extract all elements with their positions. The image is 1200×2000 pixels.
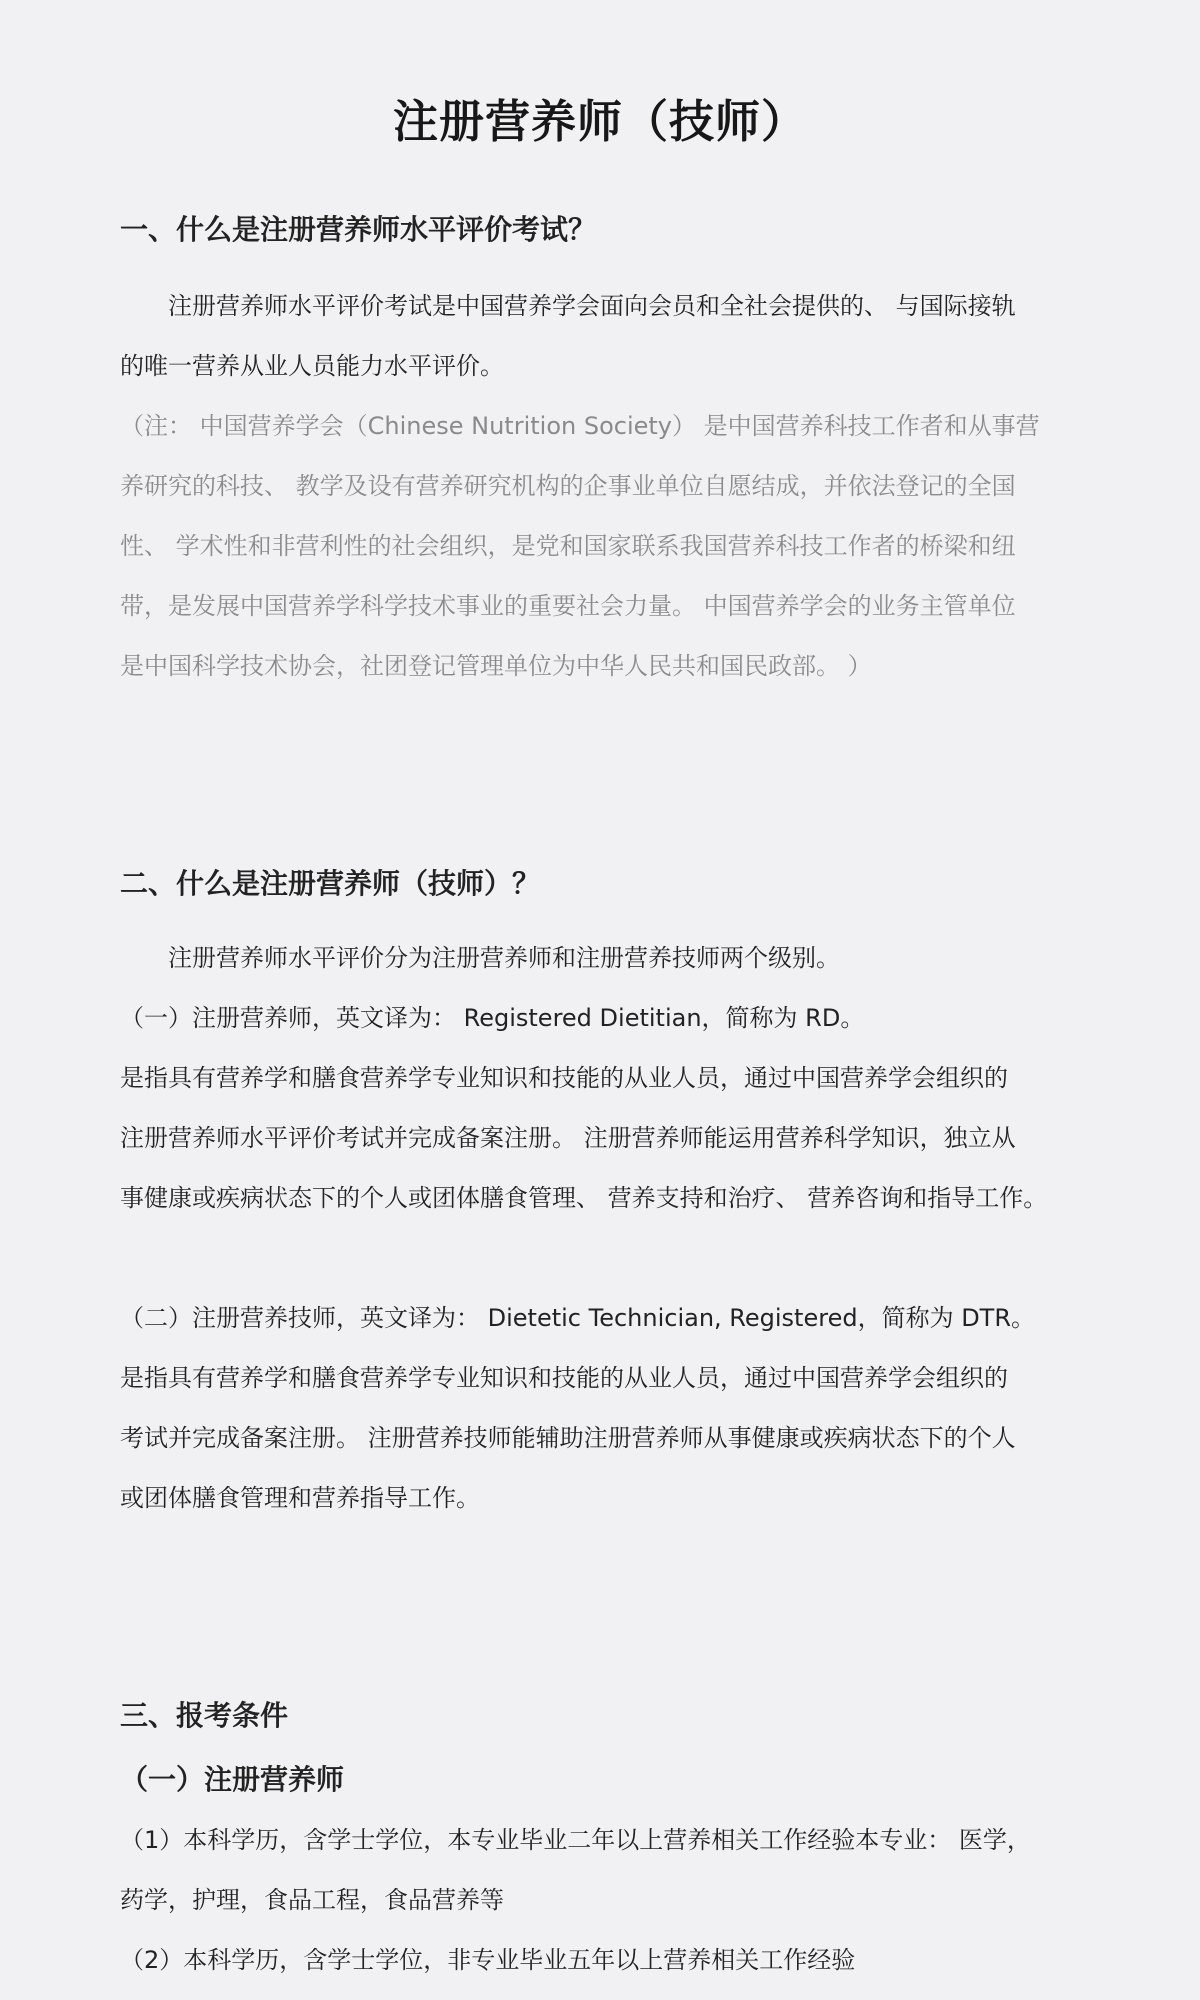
text-line: （1）本科学历，含学士学位，本专业毕业二年以上营养相关工作经验本专业： 医学， <box>120 1826 1031 1854</box>
paragraph-spacer <box>120 1228 1080 1288</box>
society-note <box>120 396 1080 696</box>
text-line: 是指具有营养学和膳食营养学专业知识和技能的从业人员，通过中国营养学会组织的 <box>120 1064 1008 1092</box>
text-line: 注册营养师水平评价考试是中国营养学会面向会员和全社会提供的、 与国际接轨 <box>168 292 1016 320</box>
note-line: 性、 学术性和非营利性的社会组织，是党和国家联系我国营养科技工作者的桥梁和纽 <box>120 532 1016 560</box>
text-line: 是指具有营养学和膳食营养学专业知识和技能的从业人员，通过中国营养学会组织的 <box>120 1364 1008 1392</box>
subheading: （一）注册营养师 <box>120 1763 345 1796</box>
text-line: 事健康或疾病状态下的个人或团体膳食管理、 营养支持和治疗、 营养咨询和指导工作。 <box>120 1184 1048 1212</box>
text-line: 考试并完成备案注册。 注册营养技师能辅助注册营养师从事健康或疾病状态下的个人 <box>120 1424 1016 1452</box>
page-title: 注册营养师（技师） <box>392 95 807 148</box>
rd-title: （一）注册营养师，英文译为： Registered Dietitian，简称为 RD。 <box>120 1004 865 1032</box>
text-line: （2）本科学历，含学士学位，非专业毕业五年以上营养相关工作经验 <box>120 1946 856 1974</box>
text-line: 或团体膳食管理和营养指导工作。 <box>120 1484 480 1512</box>
text-line: 药学，护理，食品工程，食品营养等 <box>120 1886 504 1914</box>
section-heading: 三、报考条件 <box>120 1699 289 1732</box>
text-line: 注册营养师水平评价考试并完成备案注册。 注册营养师能运用营养科学知识，独立从 <box>120 1124 1016 1152</box>
section-what-is-dietitian <box>120 864 1080 1528</box>
rd-definition <box>120 988 1080 1228</box>
note-line: 养研究的科技、 教学及设有营养研究机构的企事业单位自愿结成，并依法登记的全国 <box>120 472 1016 500</box>
section-eligibility <box>120 1696 1080 1990</box>
note-line: （注： 中国营养学会（Chinese Nutrition Society） 是中国营养科技工作者和从事营 <box>120 412 1040 440</box>
text-line: 注册营养师水平评价分为注册营养师和注册营养技师两个级别。 <box>168 944 840 972</box>
dtr-title: （二）注册营养技师，英文译为： Dietetic Technician, Registered，简称为 DTR。 <box>120 1304 1036 1332</box>
text-line: 的唯一营养从业人员能力水平评价。 <box>120 352 504 380</box>
section-what-is-exam <box>120 210 1080 696</box>
exam-description <box>120 276 1080 396</box>
section-heading: 一、什么是注册营养师水平评价考试？ <box>120 213 597 246</box>
note-line: 是中国科学技术协会，社团登记管理单位为中华人民共和国民政部。 ） <box>120 652 872 680</box>
note-line: 带，是发展中国营养学科学技术事业的重要社会力量。 中国营养学会的业务主管单位 <box>120 592 1016 620</box>
levels-intro <box>120 928 1080 988</box>
eligibility-conditions <box>120 1810 1080 1990</box>
section-heading: 二、什么是注册营养师（技师）？ <box>120 867 541 900</box>
dtr-definition <box>120 1288 1080 1528</box>
